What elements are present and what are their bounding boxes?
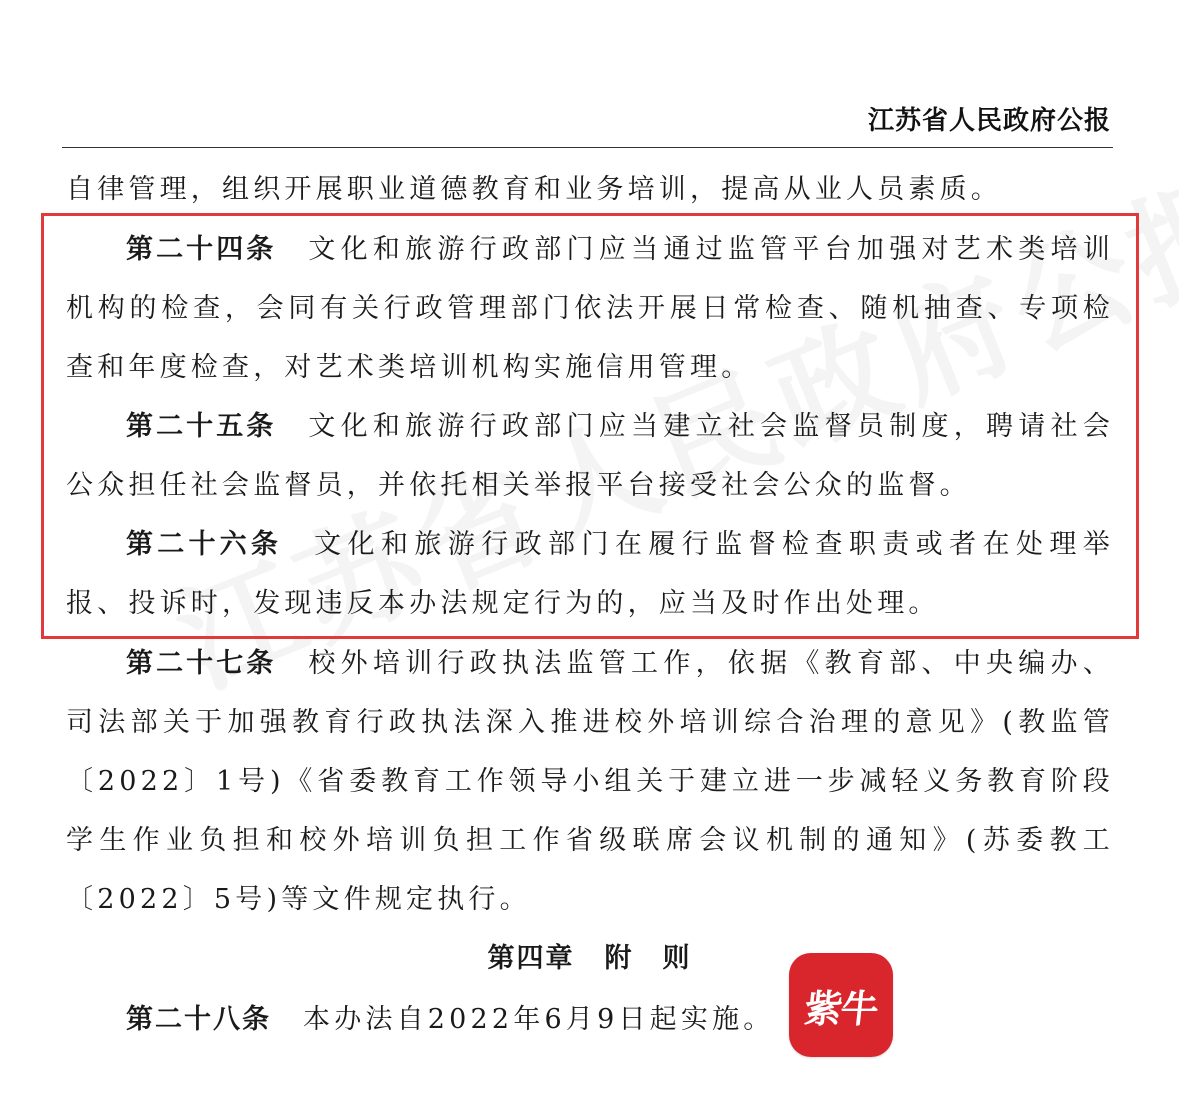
article-text: 文化和旅游行政部门应当通过监管平台加强对艺术类培训机构的检查，会同有关行政管理部门依法开展日常检查、随机抽查、专项检查和年度检查，对艺术类培训机构实施信用管理。 [66, 234, 1115, 383]
paragraph-continuation [66, 160, 1114, 219]
document-body-top [66, 160, 1114, 219]
article-text: 文化和旅游行政部门在履行监督检查职责或者在处理举报、投诉时，发现违反本办法规定行为的，应当及时作出处理。 [66, 529, 1114, 619]
article-24 [66, 220, 1114, 397]
chapter-label: 第四章 [487, 943, 575, 974]
chapter-heading [0, 936, 1179, 975]
article-25 [66, 397, 1114, 515]
article-number: 第二十七条 [126, 648, 277, 679]
article-26 [66, 515, 1114, 633]
document-body-highlighted [66, 220, 1114, 633]
article-number: 第二十八条 [126, 1004, 271, 1035]
document-body-bottom [66, 634, 1114, 929]
article-text: 本办法自2022年6月9日起实施。 [303, 1004, 775, 1035]
document-body-final [66, 990, 786, 1049]
paragraph-text: 自律管理，组织开展职业道德教育和业务培训，提高从业人员素质。 [66, 174, 1002, 205]
article-27 [66, 634, 1114, 929]
header-divider [62, 147, 1113, 148]
logo-text: 紫牛 [802, 986, 879, 1031]
ziniu-logo [789, 953, 893, 1057]
article-28 [66, 990, 786, 1049]
article-number: 第二十五条 [126, 411, 277, 442]
chapter-title: 附 则 [604, 943, 692, 974]
publication-title: 江苏省人民政府公报 [867, 106, 1111, 136]
article-text: 校外培训行政执法监管工作，依据《教育部、中央编办、司法部关于加强教育行政执法深入推进校外培训综合治理的意见》(教监管〔2022〕1号)《省委教育工作领导小组关于建立进一步减轻义务教育阶段学生作业负担和校外培训负担工作省级联席会议机制的通知》(苏委教工〔2022〕5号)等文件规定执行。 [66, 648, 1115, 915]
ziniu-logo-inner [799, 963, 883, 1047]
article-text: 文化和旅游行政部门应当建立社会监督员制度，聘请社会公众担任社会监督员，并依托相关举报平台接受社会公众的监督。 [66, 411, 1115, 501]
article-number: 第二十四条 [126, 234, 277, 265]
article-number: 第二十六条 [126, 529, 283, 560]
